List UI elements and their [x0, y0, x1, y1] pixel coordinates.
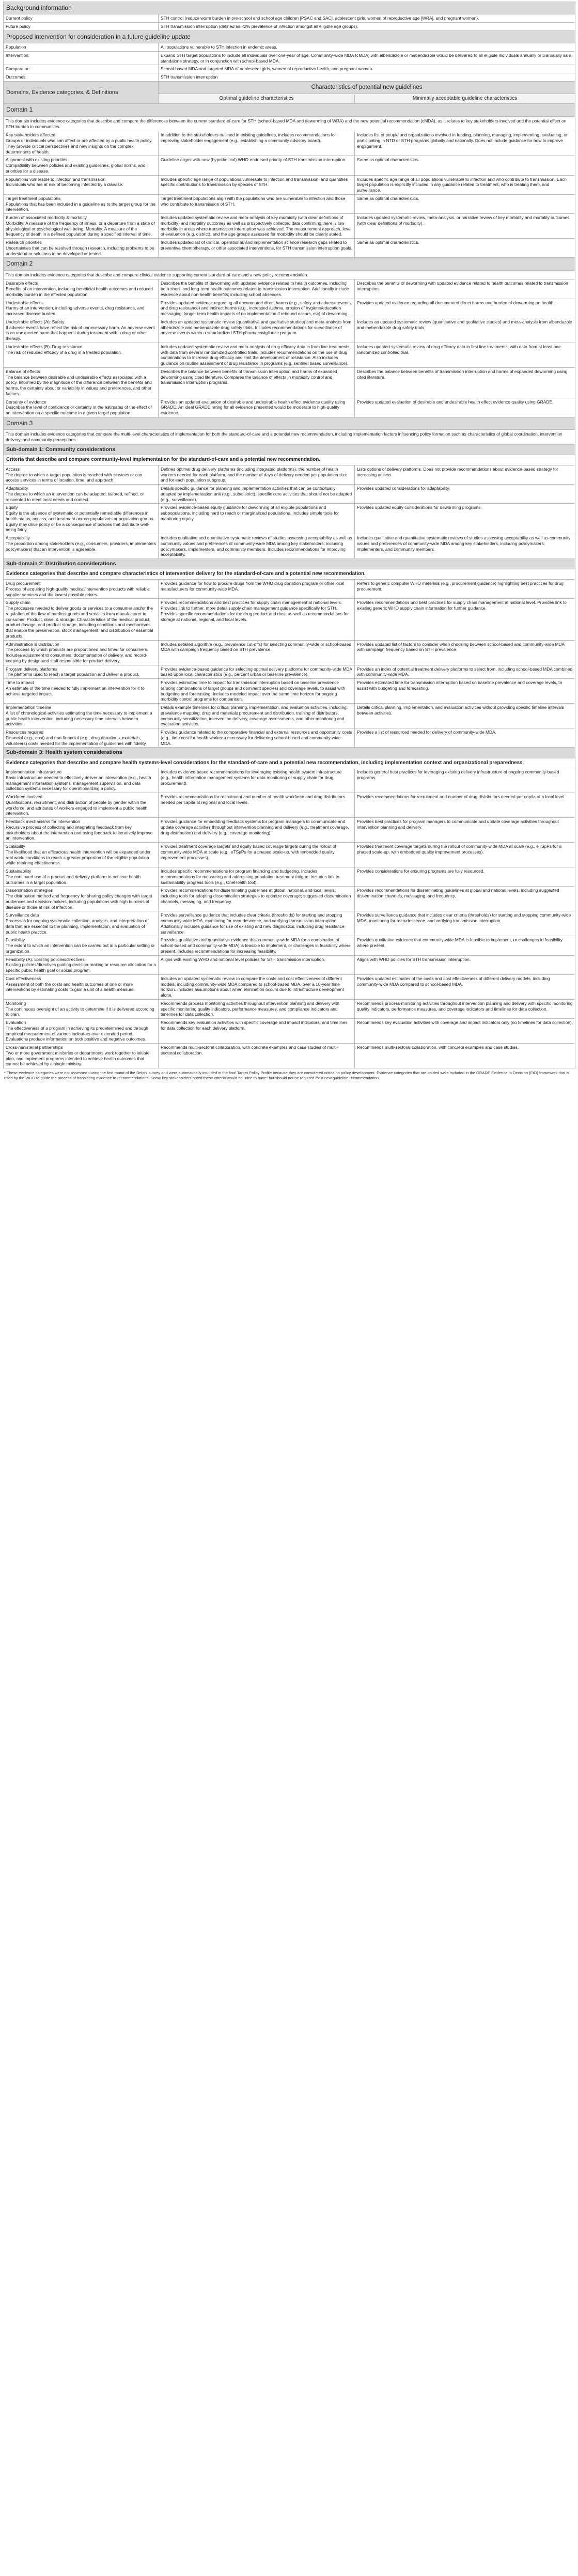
domain-2-section — [4, 258, 575, 417]
subdomain-description: Criteria that describe and compare community-level implementation for the standard-of-care and a potential new recommendation. — [4, 455, 575, 465]
criteria-name: Acceptability — [6, 535, 30, 541]
criteria-row — [4, 679, 575, 704]
criteria-cell — [4, 1019, 159, 1044]
criteria-definition: Recursive process of collecting and integrating feedback from key stakeholders about the intervention and using feedback to iteratively improve an intervention. — [6, 824, 153, 841]
criteria-row — [4, 280, 575, 299]
optimal-characteristic: Provides surveillance guidance that includes clear criteria (thresholds) for starting and stopping community-wide MDA, monitoring for recrudescence, and verifying transmission interruption. Additionally includes guidance for use of existing and new diagnostics, including drug resistance surveillance. — [159, 911, 355, 936]
criteria-definition: The degree to which a target population is reached with services or can access services in terms of location, time, and approach. — [6, 472, 143, 483]
subdomain-description-row — [4, 758, 575, 768]
optimal-characteristic: Recommends process monitoring activities throughout intervention planning and delivery with specific monitoring quality indicators, performance measures, and compliance indicators and timelines for data collection. — [159, 999, 355, 1018]
proposed-1-value: Expand STH target populations to include all individuals over one-year of age. Community-wide MDA (cMDA) with albendazole or mebendazole would be delivered to all eligible individuals annually or biannually as a standalone strategy, or in conjunction with school-based MDA. — [159, 51, 575, 65]
optimal-characteristic: Details example timelines for critical planning, implementation, and evaluation activities, including: prevalence mapping, drug and materials procurement and distribution, training of distributors, community sensitization, intervention delivery, coverage assessments, and other monitoring and evaluation activities. — [159, 704, 355, 728]
background-header-row — [4, 2, 575, 14]
proposed-3-row — [4, 73, 575, 82]
subdomain-description-row — [4, 455, 575, 465]
criteria-cell — [4, 818, 159, 843]
criteria-cell — [4, 955, 159, 974]
domain-3-intro: This domain includes evidence categories that compare the multi-level characteristics of implementation for both the standard-of-care and a potential new recommendation, including implementation factors influencing policy formation such as characteristics of global coordination, intervention delivery, and community perceptions. — [4, 430, 575, 445]
criteria-cell — [4, 367, 159, 398]
minimal-characteristic: Provides updated evidence regarding all documented direct harms and burden of deworming on health. — [355, 299, 575, 318]
criteria-definition: Morbidity: A measure of the frequency of illness, or a departure from a state of physiological or psychological well-being. Mortality: A measure of the frequency of death in a defined population during a specified interval of time. — [6, 220, 155, 237]
criteria-definition: The likelihood that an efficacious health intervention will be expanded under real world conditions to reach a greater proportion of the eligible population while retaining effectiveness. — [6, 849, 151, 866]
minimal-characteristic: Provides qualitative evidence that community-wide MDA is feasible to implement, or challenges in feasibility where present. — [355, 936, 575, 955]
criteria-cell — [4, 580, 159, 599]
criteria-cell — [4, 239, 159, 258]
criteria-row — [4, 728, 575, 748]
criteria-row — [4, 367, 575, 398]
optimal-characteristic: Includes qualitative and quantitative systematic reviews of studies assessing acceptability as well as community values and preferences of community-wide MDA among key stakeholders, including policymakers, implementers, and community members. Includes recommendations for improving acceptability. — [159, 534, 355, 559]
criteria-cell — [4, 974, 159, 999]
domain-2-intro-row — [4, 270, 575, 280]
criteria-name: Equity — [6, 505, 18, 510]
criteria-row — [4, 955, 575, 974]
criteria-row — [4, 843, 575, 867]
subdomain-title-row — [4, 559, 575, 569]
minimal-characteristic: Includes an updated systematic review (quantitative and qualitative studies) and meta-analysis from albendazole and mebendazole drug safety trials. — [355, 318, 575, 343]
criteria-cell — [4, 867, 159, 887]
criteria-row — [4, 534, 575, 559]
criteria-cell — [4, 843, 159, 867]
background-0-value: STH control (reduce worm burden in pre-school and school age children [PSAC and SAC], adolescent girls, women of reproductive age [WRA], and pregnant women). — [159, 14, 575, 23]
minimal-characteristic: Provides best practices for program managers to communicate and update coverage activities throughout intervention planning and delivery. — [355, 818, 575, 843]
criteria-cell — [4, 175, 159, 194]
minimal-column-header: Minimally acceptable guideline characteristics — [355, 94, 575, 104]
criteria-cell — [4, 343, 159, 367]
optimal-characteristic: Provides updated evidence regarding all documented direct harms (e.g., safety and adverse events, and drug resistance) and indirect harms (e.g., increased asthma, erosion of hygiene/education messaging, longer term health impacts of no implementation if rebound occurs, etc) of deworming. — [159, 299, 355, 318]
criteria-cell — [4, 299, 159, 318]
proposed-1-label: Intervention: — [4, 51, 159, 65]
minimal-characteristic: Includes list of people and organizations involved in funding, planning, managing, implementing, evaluating, or participating in NTD or STH programs globally and nationally. Does not include guidance for how to improve engagement. — [355, 131, 575, 156]
criteria-cell — [4, 679, 159, 704]
criteria-cell — [4, 194, 159, 213]
optimal-characteristic: Provides guidance for how to procure drugs from the WHO drug donation program or other local manufacturers for community-wide MDA. — [159, 580, 355, 599]
criteria-cell — [4, 768, 159, 793]
subdomain-description-row — [4, 569, 575, 580]
optimal-characteristic: Provides recommendations and best practices for supply chain management at national levels. Provides link to further, more detail supply chain management guidance specifically for STH. Provides specific recommendations for the drug product and dose as well as recommendations for storage at national, regional, and local levels. — [159, 599, 355, 640]
minimal-characteristic: Same as optimal characteristics. — [355, 194, 575, 213]
criteria-row — [4, 343, 575, 367]
criteria-name: Key stakeholders affected — [6, 132, 56, 138]
minimal-characteristic: Describes the benefits of deworming with updated evidence related to health outcomes related to transmission interruption. — [355, 280, 575, 299]
criteria-name: Undesirable effects (B): Drug resistance — [6, 344, 83, 349]
criteria-cell — [4, 485, 159, 504]
minimal-characteristic: Provides updated evaluation of desirable and undesirable health effect evidence quality using GRADE. — [355, 398, 575, 417]
criteria-name: Cross-ministerial partnerships — [6, 1045, 63, 1050]
criteria-definition: Equity is the absence of systematic or potentially remediable differences in health status, access, and treatment across populations or population groups. Equity may drive policy or be a consequence of policies that distribute well-being fairly. — [6, 510, 154, 533]
criteria-definition: Existing policies/directives guiding decision-making or resource allocation for a specific public health goal or social program. — [6, 962, 156, 973]
proposed-2-value: School-based MDA and targeted MDA of adolescent girls, women of reproductive health, and pregnant women. — [159, 65, 575, 73]
optimal-characteristic: Includes specific recommendations for program financing and budgeting. Includes recommendations for measuring and addressing population treatment fatigue. Includes link to sustainability progress tools (e.g., OneHealth tool). — [159, 867, 355, 887]
criteria-definition: Processes for ongoing systematic collection, analysis, and interpretation of data that are essential to the planning, implementation, and evaluation of public health practice. — [6, 918, 149, 935]
optimal-characteristic: Describes the balance between benefits of transmission interruption and harms of expanded deworming using cited literature. Compares the balance of effects in morbidity control and transmission interruption programs. — [159, 367, 355, 398]
criteria-row — [4, 640, 575, 665]
domain-1-intro: This domain includes evidence categories that describe and compare the differences between the current standard-of-care for STH (school-based MDA and deworming of WRA) and the new potential recommendation (cMDA), as it relates to key stakeholders involved and the potential effect on STH burden in communities. — [4, 116, 575, 131]
criteria-definition: The risk of reduced efficacy of a drug in a treated population. — [6, 349, 122, 355]
minimal-characteristic: Provides estimated time for transmission interruption based on baseline prevalence and coverage levels, to assist with budgeting and forecasting. — [355, 679, 575, 704]
criteria-name: Desirable effects — [6, 281, 38, 286]
criteria-definition: Uncertainties that can be resolved through research, including problems to be understood or solutions to be developed or tested. — [6, 245, 154, 256]
criteria-cell — [4, 534, 159, 559]
criteria-definition: A list of chronological activities estimating the time necessary to implement a public health intervention, including necessary time intervals between activities. — [6, 710, 152, 727]
criteria-cell — [4, 665, 159, 679]
criteria-cell — [4, 465, 159, 484]
optimal-characteristic: Includes evidence-based recommendations for leveraging existing health system infrastructure (e.g., health information management systems for data monitoring or supply chain for drug procurement). — [159, 768, 355, 793]
criteria-name: Time to impact — [6, 680, 34, 685]
criteria-name: Implementation infrastructure — [6, 769, 62, 775]
proposed-3-value: STH transmission interruption — [159, 73, 575, 82]
criteria-name: Administration & distribution — [6, 641, 59, 647]
optimal-characteristic: Includes updated list of clinical, operational, and implementation science research gaps related to preventive chemotherapy, or other associated interventions, for STH transmission interruption goals. — [159, 239, 355, 258]
minimal-characteristic: Provides recommendations and best practices for supply chain management at national level. Provides link to existing generic WHO supply chain information for further guidance. — [355, 599, 575, 640]
optimal-characteristic: Recommends key evaluation activities with specific coverage and impact indicators, and timelines for data collection for each delivery platform. — [159, 1019, 355, 1044]
criteria-row — [4, 818, 575, 843]
domains-column-header: Domains, Evidence categories, & Definitions — [4, 81, 159, 104]
criteria-name: Research priorities — [6, 240, 42, 245]
criteria-definition: Benefits of an intervention, including beneficial health outcomes and reduced morbidity burden in the affected population. — [6, 286, 153, 297]
criteria-definition: Harms of an intervention, including adverse events, drug resistance, and increased disease burden. — [6, 305, 145, 317]
criteria-cell — [4, 280, 159, 299]
criteria-definition: Compatibility between policies and existing guidelines, global norms, and priorities for a disease. — [6, 163, 146, 174]
domain-3-title: Domain 3 — [4, 417, 575, 429]
criteria-cell — [4, 999, 159, 1018]
domains-header — [4, 81, 575, 104]
optimal-characteristic: Aligns with existing WHO and national level policies for STH transmission interruption. — [159, 955, 355, 974]
criteria-cell — [4, 131, 159, 156]
optimal-characteristic: In addition to the stakeholders outlined in existing guidelines, includes recommendations for improving stakeholder engagement (e.g., establishing a community advisory board). — [159, 131, 355, 156]
domain-2-title-row — [4, 258, 575, 270]
criteria-name: Surveillance data — [6, 912, 39, 918]
domain-3-title-row — [4, 417, 575, 429]
subdomain-title-row — [4, 748, 575, 758]
minimal-characteristic: Includes updated systematic review of drug efficacy data in first line treatments, with data from at least one randomized controlled trial. — [355, 343, 575, 367]
criteria-row — [4, 194, 575, 213]
optimal-characteristic: Includes specific age range of populations vulnerable to infection and transmission, and quantifies specific contributions to transmission by species of STH. — [159, 175, 355, 194]
background-rows — [4, 14, 575, 31]
target-policy-profile-table — [3, 2, 575, 1068]
minimal-characteristic: Recommends multi-sectoral collaboration, with concrete examples and case studies. — [355, 1044, 575, 1068]
criteria-row — [4, 485, 575, 504]
optimal-characteristic: Provides an updated evaluation of desirable and undesirable health effect evidence quality using GRADE. An ideal GRADE rating for all evidence presented would be moderate to high-quality evidence. — [159, 398, 355, 417]
criteria-name: Scalability — [6, 844, 25, 849]
criteria-name: Undesirable effects — [6, 300, 43, 305]
criteria-definition: Two or more government ministries or departments work together to initiate, plan, and implement programs intended to achieve health outcomes that cannot be achieved by a single ministry. — [6, 1050, 151, 1067]
criteria-definition: Basic infrastructure needed to effectively deliver an intervention (e.g., health management information systems, management supervision, and data collection systems necessary for operationalizing a policy. — [6, 774, 151, 792]
criteria-row — [4, 1019, 575, 1044]
criteria-name: Monitoring — [6, 1000, 26, 1006]
criteria-name: Supply chain — [6, 600, 30, 606]
minimal-characteristic: Same as optimal characteristics. — [355, 156, 575, 175]
criteria-definition: The degree to which an intervention can be adapted, tailored, refined, or reinvented to meet local needs and context. — [6, 491, 144, 502]
optimal-characteristic: Provides treatment coverage targets and equity based coverage targets during the rollout of community-wide MDA at scale (e.g., eTSpPs for a phased scale-up, with embedded quality improvement processes). — [159, 843, 355, 867]
table-top — [4, 2, 575, 14]
criteria-name: Access — [6, 466, 20, 472]
criteria-name: Populations vulnerable to infection and transmission — [6, 176, 106, 182]
criteria-cell — [4, 936, 159, 955]
criteria-row — [4, 465, 575, 484]
optimal-characteristic: Target treatment populations align with the populations who are vulnerable to infection and those who contribute to transmission of STH. — [159, 194, 355, 213]
criteria-row — [4, 887, 575, 911]
minimal-characteristic: Provides updated estimates of the costs and cost effectiveness of different delivery models, including community-wide MDA compared to school-based MDA. — [355, 974, 575, 999]
optimal-characteristic: Includes an updated systematic review to compare the costs and cost effectiveness of different models, including community-wide MDA compared to school-based MDA, over a 10-year time horizon. Includes assumptions about when elimination occurs due to infrastructure development alone. — [159, 974, 355, 999]
background-1-row — [4, 23, 575, 31]
subdomain-title-row — [4, 444, 575, 455]
minimal-characteristic: Provides updated considerations for adaptability. — [355, 485, 575, 504]
criteria-definition: If adverse events have reflect the risk of unnecessary harm. An adverse event is an unexpected harm that happens during treatment with a drug or other therapy. — [6, 324, 155, 342]
criteria-row — [4, 793, 575, 818]
criteria-name: Program delivery platforms — [6, 666, 58, 672]
minimal-characteristic: Includes specific age range of all populations vulnerable to infection and who contribute to transmission. Each target population is explicitly included in any guidance related to treatment, who is treating them, and surveillance. — [355, 175, 575, 194]
criteria-definition: Groups or individuals who can affect or are affected by a public health policy. They provide critical perspectives and new insights on the complex determinants of health. — [6, 138, 152, 154]
criteria-name: Drug procurement — [6, 581, 41, 586]
background-header: Background information — [4, 2, 575, 14]
subdomain-description: Evidence categories that describe and compare health systems-level considerations for the standard-of-care and a potential new recommendation, including implementation context and organizational preparedness. — [4, 758, 575, 768]
criteria-name: Certainty of evidence — [6, 399, 46, 405]
criteria-definition: The platforms used to reach a target population and deliver a product. — [6, 672, 139, 677]
optimal-characteristic: Provides estimated time to impact for transmission interruption based on baseline prevalence (among combinations of target groups and dominant species) and coverage levels, to assist with budgeting and forecasting. Includes modeled impact over the same time horizon for ongoing morbidity control programs for comparison. — [159, 679, 355, 704]
proposed-0-label: Population — [4, 43, 159, 52]
criteria-row — [4, 936, 575, 955]
proposed-0-row — [4, 43, 575, 52]
background-1-label: Future policy — [4, 23, 159, 31]
criteria-definition: Process of acquiring high-quality medical/intervention products with reliable supplier services and the lowest possible prices. — [6, 586, 150, 597]
optimal-characteristic: Includes updated systematic review and meta-analysis of key morbidity (with clear definitions of morbidity) and mortality outcomes as well as prospectively collected data confirming there is low morbidity in areas where transmission interruption was achieved. The measurement approach, level of evaluation (e.g. district), and the age groups assessed for morbidity should be clearly stated. — [159, 214, 355, 239]
proposed-2-row — [4, 65, 575, 73]
minimal-characteristic: Provides a list of resourced needed for delivery of community-wide MDA. — [355, 728, 575, 748]
subdomain-title: Sub-domain 1: Community considerations — [4, 444, 575, 455]
criteria-row — [4, 867, 575, 887]
minimal-characteristic: Provides recommendations for recruitment and number of drug distributors needed per capita at a local level. — [355, 793, 575, 818]
criteria-row — [4, 175, 575, 194]
minimal-characteristic: Includes general best practices for leveraging existing delivery infrastructure of ongoing community-based programs. — [355, 768, 575, 793]
criteria-row — [4, 768, 575, 793]
criteria-definition: An estimate of the time needed to fully implement an intervention for it to achieve targeted impact. — [6, 685, 145, 696]
background-1-value: STH transmission interruption (defined as <2% prevalence of infection amongst all eligible age groups). — [159, 23, 575, 31]
proposed-header: Proposed intervention for consideration in a future guideline update — [4, 30, 575, 43]
criteria-definition: Financial (e.g., cost) and non-financial (e.g., drug donations, materials, volunteers) costs needed for the implementation of guidelines with fidelity — [6, 735, 146, 746]
proposed-header-row — [4, 30, 575, 43]
criteria-cell — [4, 911, 159, 936]
minimal-characteristic: Recommends key evaluation activities with coverage and impact indicators only (no timelines for data collection). — [355, 1019, 575, 1044]
criteria-row — [4, 131, 575, 156]
proposed-3-label: Outcomes: — [4, 73, 159, 82]
domain-1-title: Domain 1 — [4, 104, 575, 116]
criteria-row — [4, 239, 575, 258]
criteria-name: Target treatment populations — [6, 195, 61, 201]
optimal-characteristic: Includes updated systematic review and meta-analysis of drug efficacy data in from line treatments, with data from several randomized controlled trials. Includes recommendations on the use of drug combinations to increase drug efficacy and limit the development of resistance. Also includes guidance on routine assessment of drug resistance in programs (e.g. sentinel based surveillance). — [159, 343, 355, 367]
criteria-row — [4, 318, 575, 343]
criteria-definition: Individuals who are at risk of becoming infected by a disease. — [6, 182, 123, 188]
minimal-characteristic: Provides recommendations for disseminating guidelines at global and national levels, including suggested dissemination channels, messaging, and frequency. — [355, 887, 575, 911]
proposed-1-row — [4, 51, 575, 65]
criteria-cell — [4, 887, 159, 911]
criteria-row — [4, 599, 575, 640]
domain-3-section — [4, 417, 575, 1068]
minimal-characteristic: Provides surveillance guidance that includes clear criteria (thresholds) for starting and stopping community-wide MDA, monitoring for recrudescence, and verifying transmission interruption. — [355, 911, 575, 936]
criteria-definition: The balance between desirable and undesirable effects associated with a policy, informed by the magnitude of the difference between the benefits and harms, the certainty about or variability in values and preferences, and other factors. — [6, 374, 152, 396]
domain-1-section — [4, 104, 575, 258]
criteria-cell — [4, 156, 159, 175]
optimal-characteristic: Defines optimal drug delivery platforms (including integrated platforms), the number of health workers needed for each platform, and the number of days of delivery needed per population size and for each population subgroup. — [159, 465, 355, 484]
subdomain-title: Sub-domain 3: Health system considerations — [4, 748, 575, 758]
criteria-definition: Populations that has been included in a guideline as to the target group for the intervention. — [6, 201, 156, 212]
criteria-cell — [4, 318, 159, 343]
criteria-row — [4, 665, 575, 679]
minimal-characteristic: Refers to generic computer WHO materials (e.g., procurement guidance) highlighting best practices for drug procurement. — [355, 580, 575, 599]
domain-3-intro-row — [4, 430, 575, 445]
background-0-label: Current policy — [4, 14, 159, 23]
criteria-definition: Assessment of both the costs and health outcomes of one or more interventions by estimating costs to gain a unit of a health measure. — [6, 981, 135, 992]
minimal-characteristic: Describes the balance between benefits of transmission interruption and harms of expanded deworming using cited literature. — [355, 367, 575, 398]
optimal-characteristic: Details specific guidance for planning and implementation activities that can be contextually adapted by implementation unit (e.g., sub/district), specific core activities that should not be adapted (e.g., surveillance). — [159, 485, 355, 504]
minimal-characteristic: Same as optimal characteristics. — [355, 239, 575, 258]
criteria-definition: The effectiveness of a program in achieving its predetermined and through empirical measurement of various indicators over extended period. Evaluations produce information on both positive and negative outcomes. — [6, 1025, 148, 1042]
proposed-rows — [4, 43, 575, 82]
criteria-row — [4, 1044, 575, 1068]
criteria-name: Implementation timeline — [6, 705, 52, 710]
minimal-characteristic: Provides updated equity considerations for deworming programs. — [355, 504, 575, 534]
criteria-name: Burden of associated morbidity & mortality — [6, 215, 87, 221]
minimal-characteristic: Provides considerations for ensuring programs are fully resourced. — [355, 867, 575, 887]
minimal-characteristic: Includes updated systematic review, meta-analysis, or narrative review of key morbidity and mortality outcomes (with clear definitions of morbidity). — [355, 214, 575, 239]
optimal-characteristic: Includes an updated systematic review (quantitative and qualitative studies) and meta-analysis from albendazole and mebendazole drug safety trials. Includes recommendations for surveillance of adverse events within a standardized STH pharmacovigilance program. — [159, 318, 355, 343]
criteria-row — [4, 999, 575, 1018]
page — [3, 2, 575, 1081]
criteria-definition: Describes the level of confidence or certainty in the estimates of the effect of an intervention on a specific outcome in a given target population — [6, 405, 152, 416]
criteria-definition: The process by which products are proportioned and timed for consumers. Includes adjustment to consumers, documentation of delivery, and record-keeping by designated staff responsible for product delivery. — [6, 647, 149, 663]
criteria-cell — [4, 599, 159, 640]
criteria-row — [4, 704, 575, 728]
criteria-definition: The continuous oversight of an activity to determine if it is delivered according to plan. — [6, 1006, 154, 1017]
proposed-0-value: All populations vulnerable to STH infection in endemic areas. — [159, 43, 575, 52]
optimal-characteristic: Provides evidence-based equity guidance for deworming of all eligible populations and subpopulations, including hard to reach or marginalized populations. Includes simple tools for monitoring equity. — [159, 504, 355, 534]
criteria-cell — [4, 704, 159, 728]
criteria-row — [4, 974, 575, 999]
proposed-2-label: Comparator: — [4, 65, 159, 73]
subdomain-title: Sub-domain 2: Distribution considerations — [4, 559, 575, 569]
criteria-name: Dissemination strategies — [6, 888, 53, 893]
criteria-cell — [4, 504, 159, 534]
criteria-name: Feedback mechanisms for intervention — [6, 819, 80, 825]
criteria-name: Alignment with existing priorities — [6, 157, 68, 163]
minimal-characteristic: Details critical planning, implementation, and evaluation activities without providing specific timeline intervals between activities. — [355, 704, 575, 728]
domain-1-title-row — [4, 104, 575, 116]
minimal-characteristic: Provides treatment coverage targets during the rollout of community-wide MDA at scale (e.g., eTSpPs for a phased scale-up, with embedded quality improvement processes). — [355, 843, 575, 867]
criteria-cell — [4, 214, 159, 239]
optimal-characteristic: Provides qualitative and quantitative evidence that community-wide MDA (or a combination of school-based and community-wide MDA) is feasible to implement, or challenges in feasibility where present. Includes recommendations for increasing feasibility. — [159, 936, 355, 955]
criteria-definition: The distribution method and frequency for sharing policy changes with target audiences and decision-makers, including populations with high burdens of disease or those at risk of infection. — [6, 893, 152, 910]
criteria-row — [4, 580, 575, 599]
minimal-characteristic: Includes qualitative and quantitative systematic reviews of studies assessing acceptability as well as community values and preferences of community-wide MDA among key stakeholders, including policymakers, implementers, and community members. — [355, 534, 575, 559]
criteria-name: Adaptability — [6, 486, 28, 491]
criteria-name: Resources required — [6, 730, 44, 735]
optimal-column-header: Optimal guideline characteristics — [159, 94, 355, 104]
criteria-cell — [4, 793, 159, 818]
criteria-definition: The processes needed to deliver goods or services to a consumer and/or the regulation of the flow of medical goods and services from manufacturer to consumer. Product, dose, & storage: Characteristics of the medical product, product dosage, and product storage, including conditions and mechanisms that enable the preservation, stock management, and distribution of essential products. — [6, 606, 153, 639]
minimal-characteristic: Provides updated list of factors to consider when choosing between school-based and community-wide MDA with campaign frequency based on STH prevalence. — [355, 640, 575, 665]
domain-1-intro-row — [4, 116, 575, 131]
optimal-characteristic: Recommends multi-sectoral collaboration, with concrete examples and case studies of multi-sectoral collaboration. — [159, 1044, 355, 1068]
criteria-definition: The proportion among stakeholders (e.g., consumers, providers, implementers policymakers) that an intervention is agreeable. — [6, 540, 156, 552]
optimal-characteristic: Provides evidence-based guidance for selecting optimal delivery platforms for community-wide MDA based upon local characteristics (e.g., percent urban or baseline prevalence). — [159, 665, 355, 679]
optimal-characteristic: Provides guidance related to the comparative financial and external resources and opportunity costs (e.g., time cost for health workers) necessary for delivering school-based and community-wide MDA. — [159, 728, 355, 748]
criteria-name: Sustainability — [6, 868, 32, 874]
optimal-characteristic: Provides recommendations for recruitment and number of health workforce and drug distributors needed per capita at regional and local levels. — [159, 793, 355, 818]
optimal-characteristic: Guideline aligns with new (hypothetical) WHO-endorsed priority of STH transmission interruption. — [159, 156, 355, 175]
minimal-characteristic: Provides an index of potential treatment delivery platforms to select from, including school-based MDA combined with community-wide MDA. — [355, 665, 575, 679]
domain-2-title: Domain 2 — [4, 258, 575, 270]
minimal-characteristic: Recommends process monitoring activities throughout intervention planning and delivery with specific monitoring quality indicators, performance measures, and coverage indicators and timelines for data collection. — [355, 999, 575, 1018]
criteria-name: Feasibility (A): Existing policies/directives — [6, 956, 85, 962]
criteria-name: Undesirable effects (A): Safety — [6, 319, 65, 324]
criteria-name: Feasibility — [6, 937, 25, 943]
criteria-row — [4, 214, 575, 239]
criteria-name: Workforce involved — [6, 794, 43, 800]
minimal-characteristic: Aligns with WHO policies for STH transmission interruption. — [355, 955, 575, 974]
criteria-cell — [4, 640, 159, 665]
characteristics-header: Characteristics of potential new guidelines — [159, 81, 575, 94]
criteria-name: Evaluation — [6, 1020, 26, 1026]
criteria-row — [4, 398, 575, 417]
criteria-definition: The continued use of a product and delivery platform to achieve health outcomes in a target population. — [6, 874, 141, 885]
criteria-row — [4, 911, 575, 936]
criteria-cell — [4, 728, 159, 748]
minimal-characteristic: Lists options of delivery platforms. Does not provide recommendations about evidence-based strategy for increasing access. — [355, 465, 575, 484]
optimal-characteristic: Provides guidance for embedding feedback systems for program managers to communicate and update coverage activities throughout intervention planning and delivery (e.g., treatment coverage, drug distribution) and delivery (e.g., coverage monitoring). — [159, 818, 355, 843]
criteria-name: Cost effectiveness — [6, 975, 41, 981]
background-0-row — [4, 14, 575, 23]
optimal-characteristic: Includes detailed algorithm (e.g., prevalence cut-offs) for selecting community-wide or school-based MDA with campaign frequency based on STH prevalence. — [159, 640, 355, 665]
criteria-name: Balance of effects — [6, 368, 40, 374]
criteria-definition: The extent to which an intervention can be carried out in a particular setting or organization. — [6, 943, 155, 954]
proposed-section — [4, 30, 575, 43]
column-header-row — [4, 81, 575, 94]
criteria-row — [4, 504, 575, 534]
optimal-characteristic: Provides recommendations for disseminating guidelines at global, national, and local levels, including tools for adapting dissemination strategies to optimize coverage; suggested dissemination channels, messaging, and frequency. — [159, 887, 355, 911]
optimal-characteristic: Describes the benefits of deworming with updated evidence related to health outcomes, including both short- and long-term health outcomes related to transmission interruption. Additionally include evidence about non-health benefits; including school absences. — [159, 280, 355, 299]
domain-2-intro: This domain includes evidence categories that describe and compare clinical evidence supporting current standard-of-care and a new policy recommendation. — [4, 270, 575, 280]
criteria-row — [4, 156, 575, 175]
subdomain-description: Evidence categories that describe and compare characteristics of intervention delivery for the standard-of-care and a potential new recommendation. — [4, 569, 575, 580]
criteria-cell — [4, 398, 159, 417]
table-footnote: * These evidence categories were not assessed during the first round of the Delphi survey and were automatically included in the final Target Policy Profile because they are considered critical to policy development. Evidence categories that are bolded were included in the GRADE Evidence to Decision (EtD) framework that is used by the WHO to guide the process of translating evidence to recommendations. Some key stakeholders noted these criteria would be "nice to have" but should not be required for a new guideline recommendation. — [4, 1070, 569, 1081]
criteria-definition: Qualifications, recruitment, and distribution of people by gender within the workforce, and attributes of workers engaged to implement a public health intervention. — [6, 799, 148, 816]
criteria-row — [4, 299, 575, 318]
criteria-cell — [4, 1044, 159, 1068]
